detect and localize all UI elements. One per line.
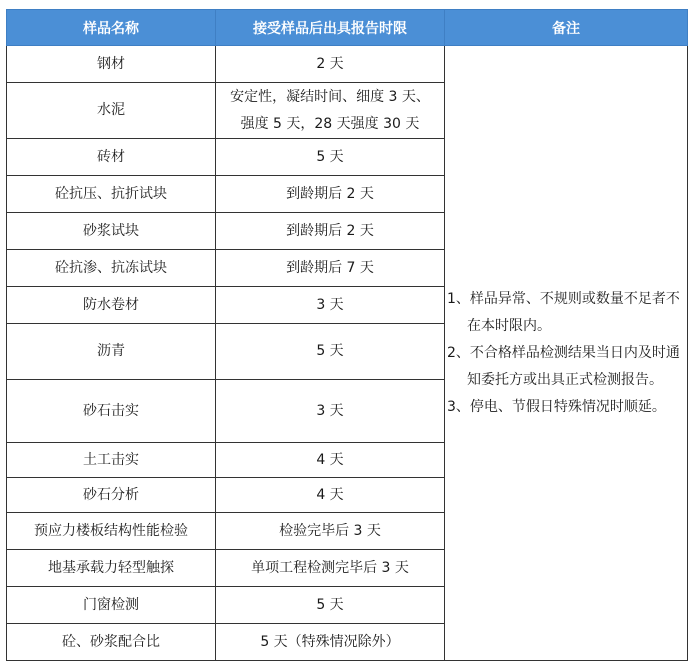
report-time-cell: 4 天: [216, 478, 445, 513]
report-time-cell: 5 天（特殊情况除外）: [216, 624, 445, 661]
remark-item: 1、样品异常、不规则或数量不足者不在本时限内。: [447, 290, 680, 334]
report-time-cell: 到龄期后 7 天: [216, 250, 445, 287]
sample-name-cell: 钢材: [7, 46, 216, 83]
report-time-cell: 3 天: [216, 380, 445, 443]
sample-name-cell: 土工击实: [7, 443, 216, 478]
remarks-cell: [445, 46, 688, 661]
report-time-cell: 3 天: [216, 287, 445, 324]
sample-name-cell: 砂石击实: [7, 380, 216, 443]
report-time-cell: 检验完毕后 3 天: [216, 513, 445, 550]
report-time-cell: 4 天: [216, 443, 445, 478]
table-header-row: [7, 10, 688, 46]
header-sample-name: 样品名称: [7, 10, 216, 46]
sample-name-cell: 预应力楼板结构性能检验: [7, 513, 216, 550]
sample-name-cell: 砼、砂浆配合比: [7, 624, 216, 661]
table-row: [7, 46, 688, 83]
report-time-cell: 单项工程检测完毕后 3 天: [216, 550, 445, 587]
header-remarks: 备注: [445, 10, 688, 46]
report-time-cell: 5 天: [216, 324, 445, 380]
sample-name-cell: 砖材: [7, 139, 216, 176]
sample-name-cell: 砼抗渗、抗冻试块: [7, 250, 216, 287]
sample-name-cell: 地基承载力轻型触探: [7, 550, 216, 587]
sample-name-cell: 门窗检测: [7, 587, 216, 624]
sample-name-cell: 砂石分析: [7, 478, 216, 513]
remark-item: 2、不合格样品检测结果当日内及时通知委托方或出具正式检测报告。: [447, 344, 680, 388]
report-time-limit-table: [6, 9, 688, 661]
header-report-time: 接受样品后出具报告时限: [216, 10, 445, 46]
report-time-cell: 5 天: [216, 587, 445, 624]
remark-item: 3、停电、节假日特殊情况时顺延。: [447, 398, 666, 415]
report-time-cell: 2 天: [216, 46, 445, 83]
sample-name-cell: 砼抗压、抗折试块: [7, 176, 216, 213]
sample-name-cell: 砂浆试块: [7, 213, 216, 250]
report-time-cell: 到龄期后 2 天: [216, 213, 445, 250]
report-time-cell: 安定性，凝结时间、细度 3 天、强度 5 天，28 天强度 30 天: [216, 83, 445, 139]
report-time-cell: 5 天: [216, 139, 445, 176]
sample-name-cell: 沥青: [7, 324, 216, 380]
report-time-cell: 到龄期后 2 天: [216, 176, 445, 213]
sample-name-cell: 防水卷材: [7, 287, 216, 324]
sample-name-cell: 水泥: [7, 83, 216, 139]
